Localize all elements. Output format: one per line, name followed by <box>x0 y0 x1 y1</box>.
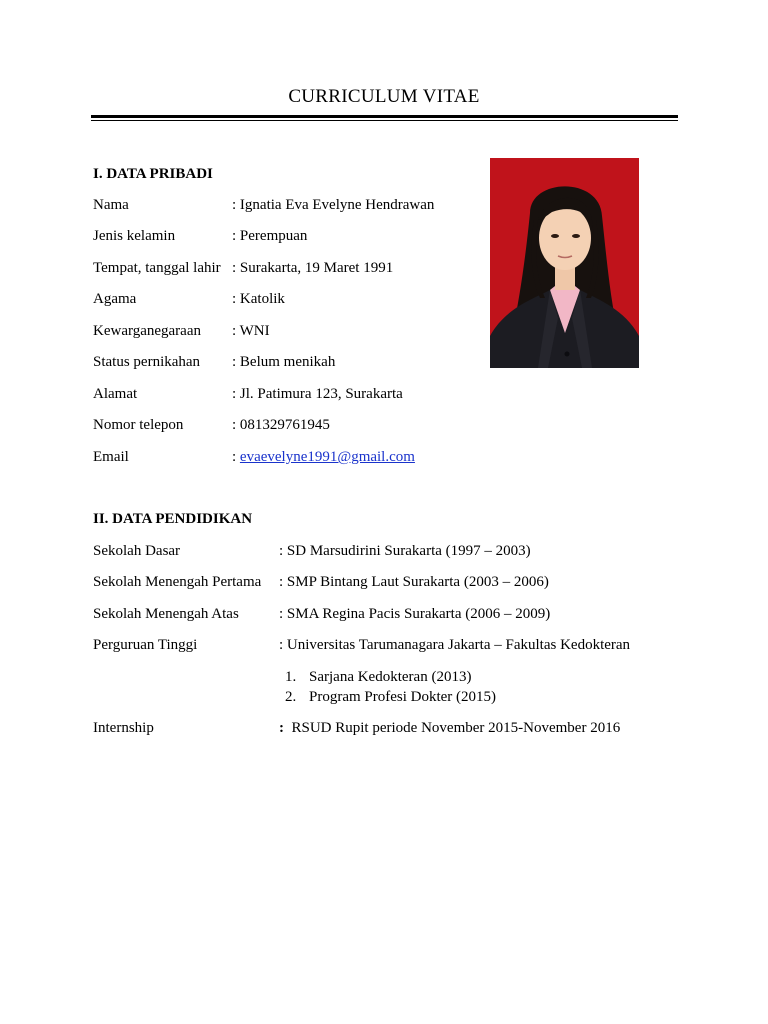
row-label: Internship <box>93 720 154 736</box>
section-personal-heading: I. DATA PRIBADI <box>93 166 213 182</box>
row-label: Email <box>93 449 129 465</box>
row-label: Agama <box>93 291 137 307</box>
email-colon: : <box>232 449 240 465</box>
row-label: Kewarganegaraan <box>93 323 201 339</box>
row-value: : Belum menikah <box>232 354 336 370</box>
row-value <box>232 449 415 466</box>
title-rule-thin <box>91 120 678 121</box>
internship-text: RSUD Rupit periode November 2015-November 2016 <box>291 720 621 736</box>
row-value: : SMP Bintang Laut Surakarta (2003 – 2006) <box>279 574 549 590</box>
row-value: : Jl. Patimura 123, Surakarta <box>232 386 403 402</box>
row-label: Tempat, tanggal lahir <box>93 260 221 276</box>
row-label: Nama <box>93 197 129 213</box>
section-education-heading: II. DATA PENDIDIKAN <box>93 511 253 527</box>
email-link[interactable]: evaevelyne1991@gmail.com <box>239 449 415 465</box>
row-value: : SD Marsudirini Surakarta (1997 – 2003) <box>279 543 531 559</box>
list-text: Program Profesi Dokter (2015) <box>309 689 497 705</box>
row-label: Perguruan Tinggi <box>93 637 198 653</box>
list-text: Sarjana Kedokteran (2013) <box>309 669 472 685</box>
row-label: Status pernikahan <box>93 354 201 370</box>
row-label: Sekolah Dasar <box>93 543 181 559</box>
list-number: 1. <box>285 669 297 685</box>
row-label: Sekolah Menengah Pertama <box>93 574 262 590</box>
row-value: : Universitas Tarumanagara Jakarta – Fakultas Kedokteran <box>279 637 631 653</box>
list-number: 2. <box>285 689 297 705</box>
row-value: : Katolik <box>232 291 285 307</box>
row-label: Nomor telepon <box>93 417 184 433</box>
row-value: : Perempuan <box>232 228 308 244</box>
row-value <box>279 720 620 737</box>
row-value: : SMA Regina Pacis Surakarta (2006 – 2009) <box>279 606 551 622</box>
row-value: : 081329761945 <box>232 417 330 433</box>
page-title: CURRICULUM VITAE <box>288 86 480 107</box>
internship-colon: : <box>279 720 284 736</box>
row-value: : Surakarta, 19 Maret 1991 <box>232 260 394 276</box>
title-rule-thick <box>91 115 678 118</box>
row-label: Jenis kelamin <box>93 228 176 244</box>
row-label: Alamat <box>93 386 138 402</box>
row-value: : Ignatia Eva Evelyne Hendrawan <box>232 197 435 213</box>
profile-photo <box>490 158 639 368</box>
row-value: : WNI <box>232 323 270 339</box>
row-label: Sekolah Menengah Atas <box>93 606 239 622</box>
